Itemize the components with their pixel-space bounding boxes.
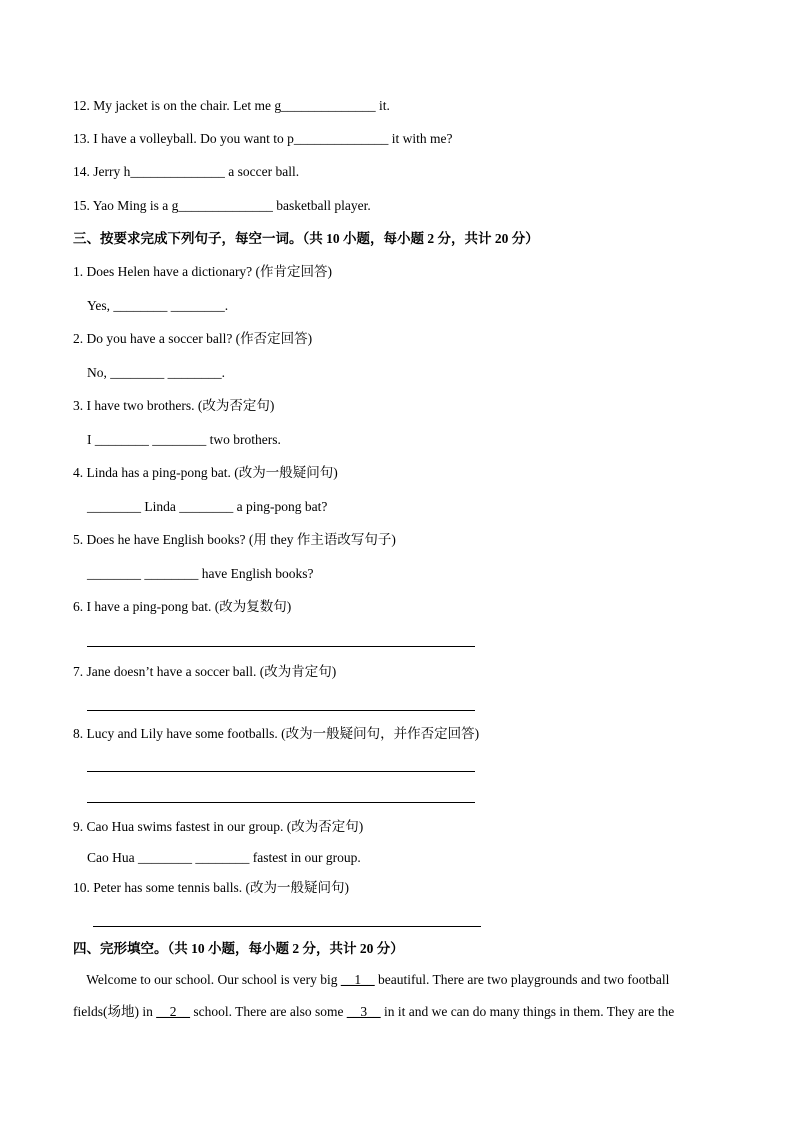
cloze-text: in it and we can do many things in them. They are the — [380, 1004, 675, 1019]
s3-question-6: 6. I have a ping-pong bat. (改为复数句) — [73, 599, 292, 614]
section3-heading: 三、按要求完成下列句子，每空一词。（共 10 小题，每小题 2 分，共计 20 分） — [73, 231, 539, 246]
s3-question-10: 10. Peter has some tennis balls. (改为一般疑问句) — [73, 880, 349, 895]
question-15: 15. Yao Ming is a g______________ basketball player. — [73, 198, 371, 213]
s3-answer-1: Yes, ________ ________. — [87, 298, 229, 313]
cloze-blank-2: __2__ — [156, 1004, 190, 1019]
s3-answer-4: ________ Linda ________ a ping-pong bat? — [87, 499, 328, 514]
s3-answer-3: I ________ ________ two brothers. — [87, 432, 281, 447]
s3-answer-5: ________ ________ have English books? — [87, 566, 314, 581]
answer-line-8a — [87, 771, 475, 772]
cloze-text: fields(场地) in — [73, 1004, 157, 1019]
answer-line-10 — [93, 926, 481, 927]
question-13: 13. I have a volleyball. Do you want to p______________ it with me? — [73, 131, 453, 146]
cloze-blank-3: __3__ — [346, 1004, 381, 1019]
s3-question-3: 3. I have two brothers. (改为否定句) — [73, 398, 275, 413]
cloze-blank-1: __1__ — [340, 972, 375, 987]
answer-line-8b — [87, 802, 475, 803]
s3-question-9: 9. Cao Hua swims fastest in our group. (改为否定句) — [73, 819, 364, 834]
cloze-paragraph-line-1 — [73, 971, 727, 989]
answer-line-7 — [87, 710, 475, 711]
cloze-text: school. There are also some — [190, 1004, 347, 1019]
section4-heading: 四、完形填空。（共 10 小题，每小题 2 分，共计 20 分） — [73, 941, 404, 956]
cloze-paragraph-line-2 — [73, 1003, 727, 1021]
s3-question-2: 2. Do you have a soccer ball? (作否定回答) — [73, 331, 313, 346]
s3-answer-2: No, ________ ________. — [87, 365, 225, 380]
s3-question-5: 5. Does he have English books? (用 they 作主语改写句子) — [73, 532, 396, 547]
s3-question-7: 7. Jane doesn’t have a soccer ball. (改为肯定句) — [73, 664, 337, 679]
s3-question-8: 8. Lucy and Lily have some footballs. (改为一般疑问句，并作否定回答) — [73, 726, 480, 741]
question-14: 14. Jerry h______________ a soccer ball. — [73, 164, 300, 179]
s3-question-1: 1. Does Helen have a dictionary? (作肯定回答) — [73, 264, 333, 279]
s3-answer-9: Cao Hua ________ ________ fastest in our group. — [87, 850, 361, 865]
answer-line-6 — [87, 646, 475, 647]
s3-question-4: 4. Linda has a ping-pong bat. (改为一般疑问句) — [73, 465, 338, 480]
cloze-text: beautiful. There are two playgrounds and two football — [374, 972, 670, 987]
question-12: 12. My jacket is on the chair. Let me g______________ it. — [73, 98, 390, 113]
cloze-text: Welcome to our school. Our school is very big — [73, 972, 341, 987]
